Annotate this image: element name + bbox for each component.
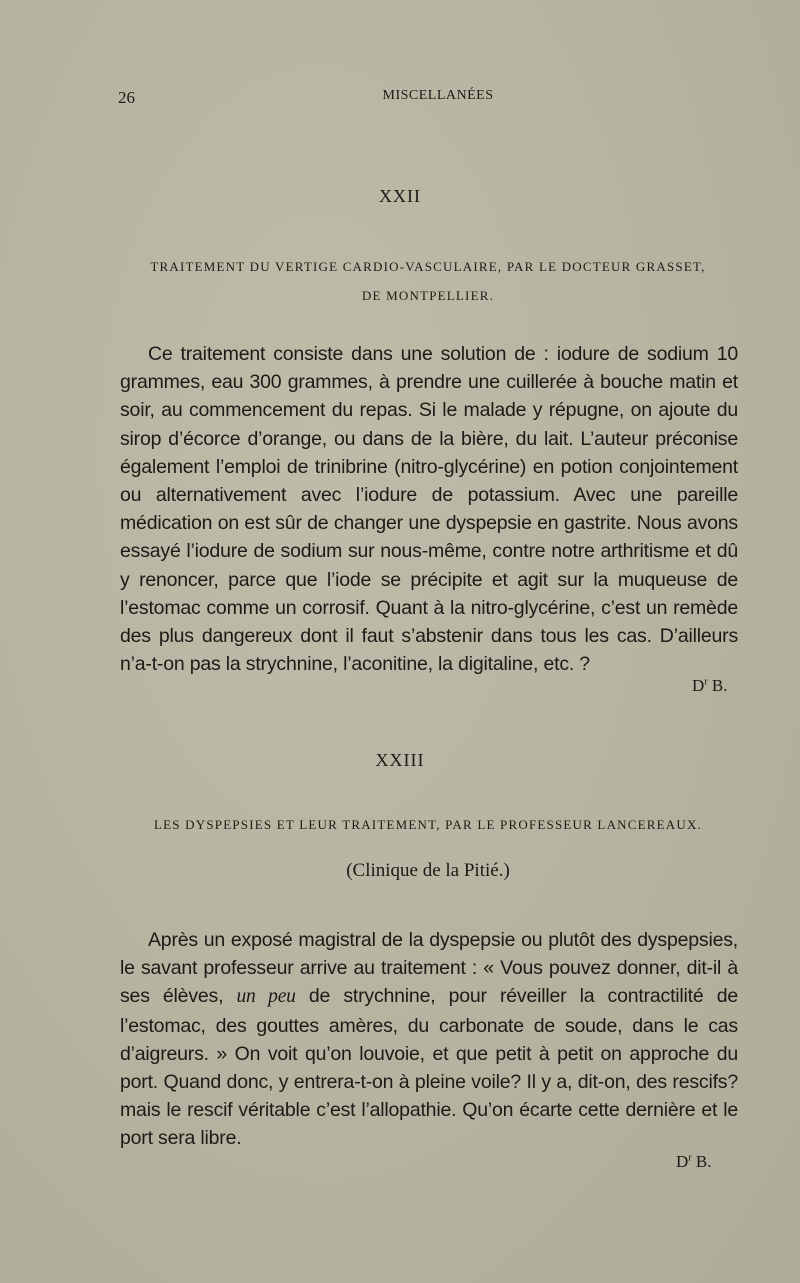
section-title-line: TRAITEMENT DU VERTIGE CARDIO-VASCULAIRE, PAR LE DOCTEUR GRASSET,: [150, 259, 706, 274]
running-title: MISCELLANÉES: [382, 88, 494, 103]
running-head: [118, 88, 738, 112]
emphasis-text: un peu: [236, 986, 296, 1008]
section-title-xxiii: LES DYSPEPSIES ET LEUR TRAITEMENT, PAR LE PROFESSEUR LANCEREAUX.: [154, 817, 702, 832]
section-subtitle-xxiii: (Clinique de la Pitié.): [346, 860, 510, 881]
signature-superscript: r: [688, 1152, 692, 1164]
paragraph-text: Après un exposé magistral de la dyspepsie ou plutôt des dyspepsies, le savant professeur arrive au traitement : « Vous pouvez donner, dit-il à ses élèves,: [120, 929, 738, 1008]
section-title-line: DE MONTPELLIER.: [361, 288, 495, 303]
section-title-xxii: [118, 252, 738, 310]
paragraph: [120, 926, 738, 1153]
section-number-xxii: XXII: [379, 186, 421, 206]
signature-initial: D: [692, 676, 705, 695]
signature-name: B.: [691, 1152, 712, 1171]
signature-superscript: r: [704, 676, 708, 688]
section-body-xxiii: [120, 926, 738, 1153]
signature-initial: D: [676, 1152, 689, 1171]
signature-name: B.: [707, 676, 728, 695]
signature-xxii: [692, 676, 727, 696]
paragraph: Ce traitement consiste dans une solution de : iodure de sodium 10 grammes, eau 300 grammes, à prendre une cuillerée à bouche matin et soir, au commencement du repas. Si le malade y répugne, on ajoute du sirop d’écorce d’orange, ou dans de la bière, du lait. L’auteur préconise également l’emploi de trinibrine (nitro-glycérine) en potion conjointement ou alternativement avec l’iodure de potassium. Avec une pareille médication on est sûr de changer une dyspepsie en gastrite. Nous avons essayé l’iodure de sodium sur nous-même, contre notre arthritisme et dû y renoncer, parce que l’iode se précipite et agit sur la muqueuse de l’estomac comme un corrosif. Quant à la nitro-glycérine, c’est un remède des plus dangereux dont il faut s’abstenir dans tous les cas. D’ailleurs n’a-t-on pas la strychnine, l’aconitine, la digitaline, etc. ?: [120, 343, 738, 676]
section-body-xxii: [120, 340, 738, 678]
page-number: 26: [118, 88, 135, 107]
section-number-xxiii: XXIII: [375, 750, 425, 770]
paragraph-text: de strychnine, pour réveiller la contractilité de l’estomac, des gouttes amères, du carbonate de soude, dans le cas d’aigreurs. » On voit qu’on louvoie, et que petit à petit on approche du port. Quand donc, y entrera-t-on à pleine voile? Il y a, dit-on, des rescifs? mais le rescif véritable c’est l’allopathie. Qu’on écarte cette dernière et le port sera libre.: [120, 985, 738, 1150]
signature-xxiii: [676, 1152, 711, 1172]
